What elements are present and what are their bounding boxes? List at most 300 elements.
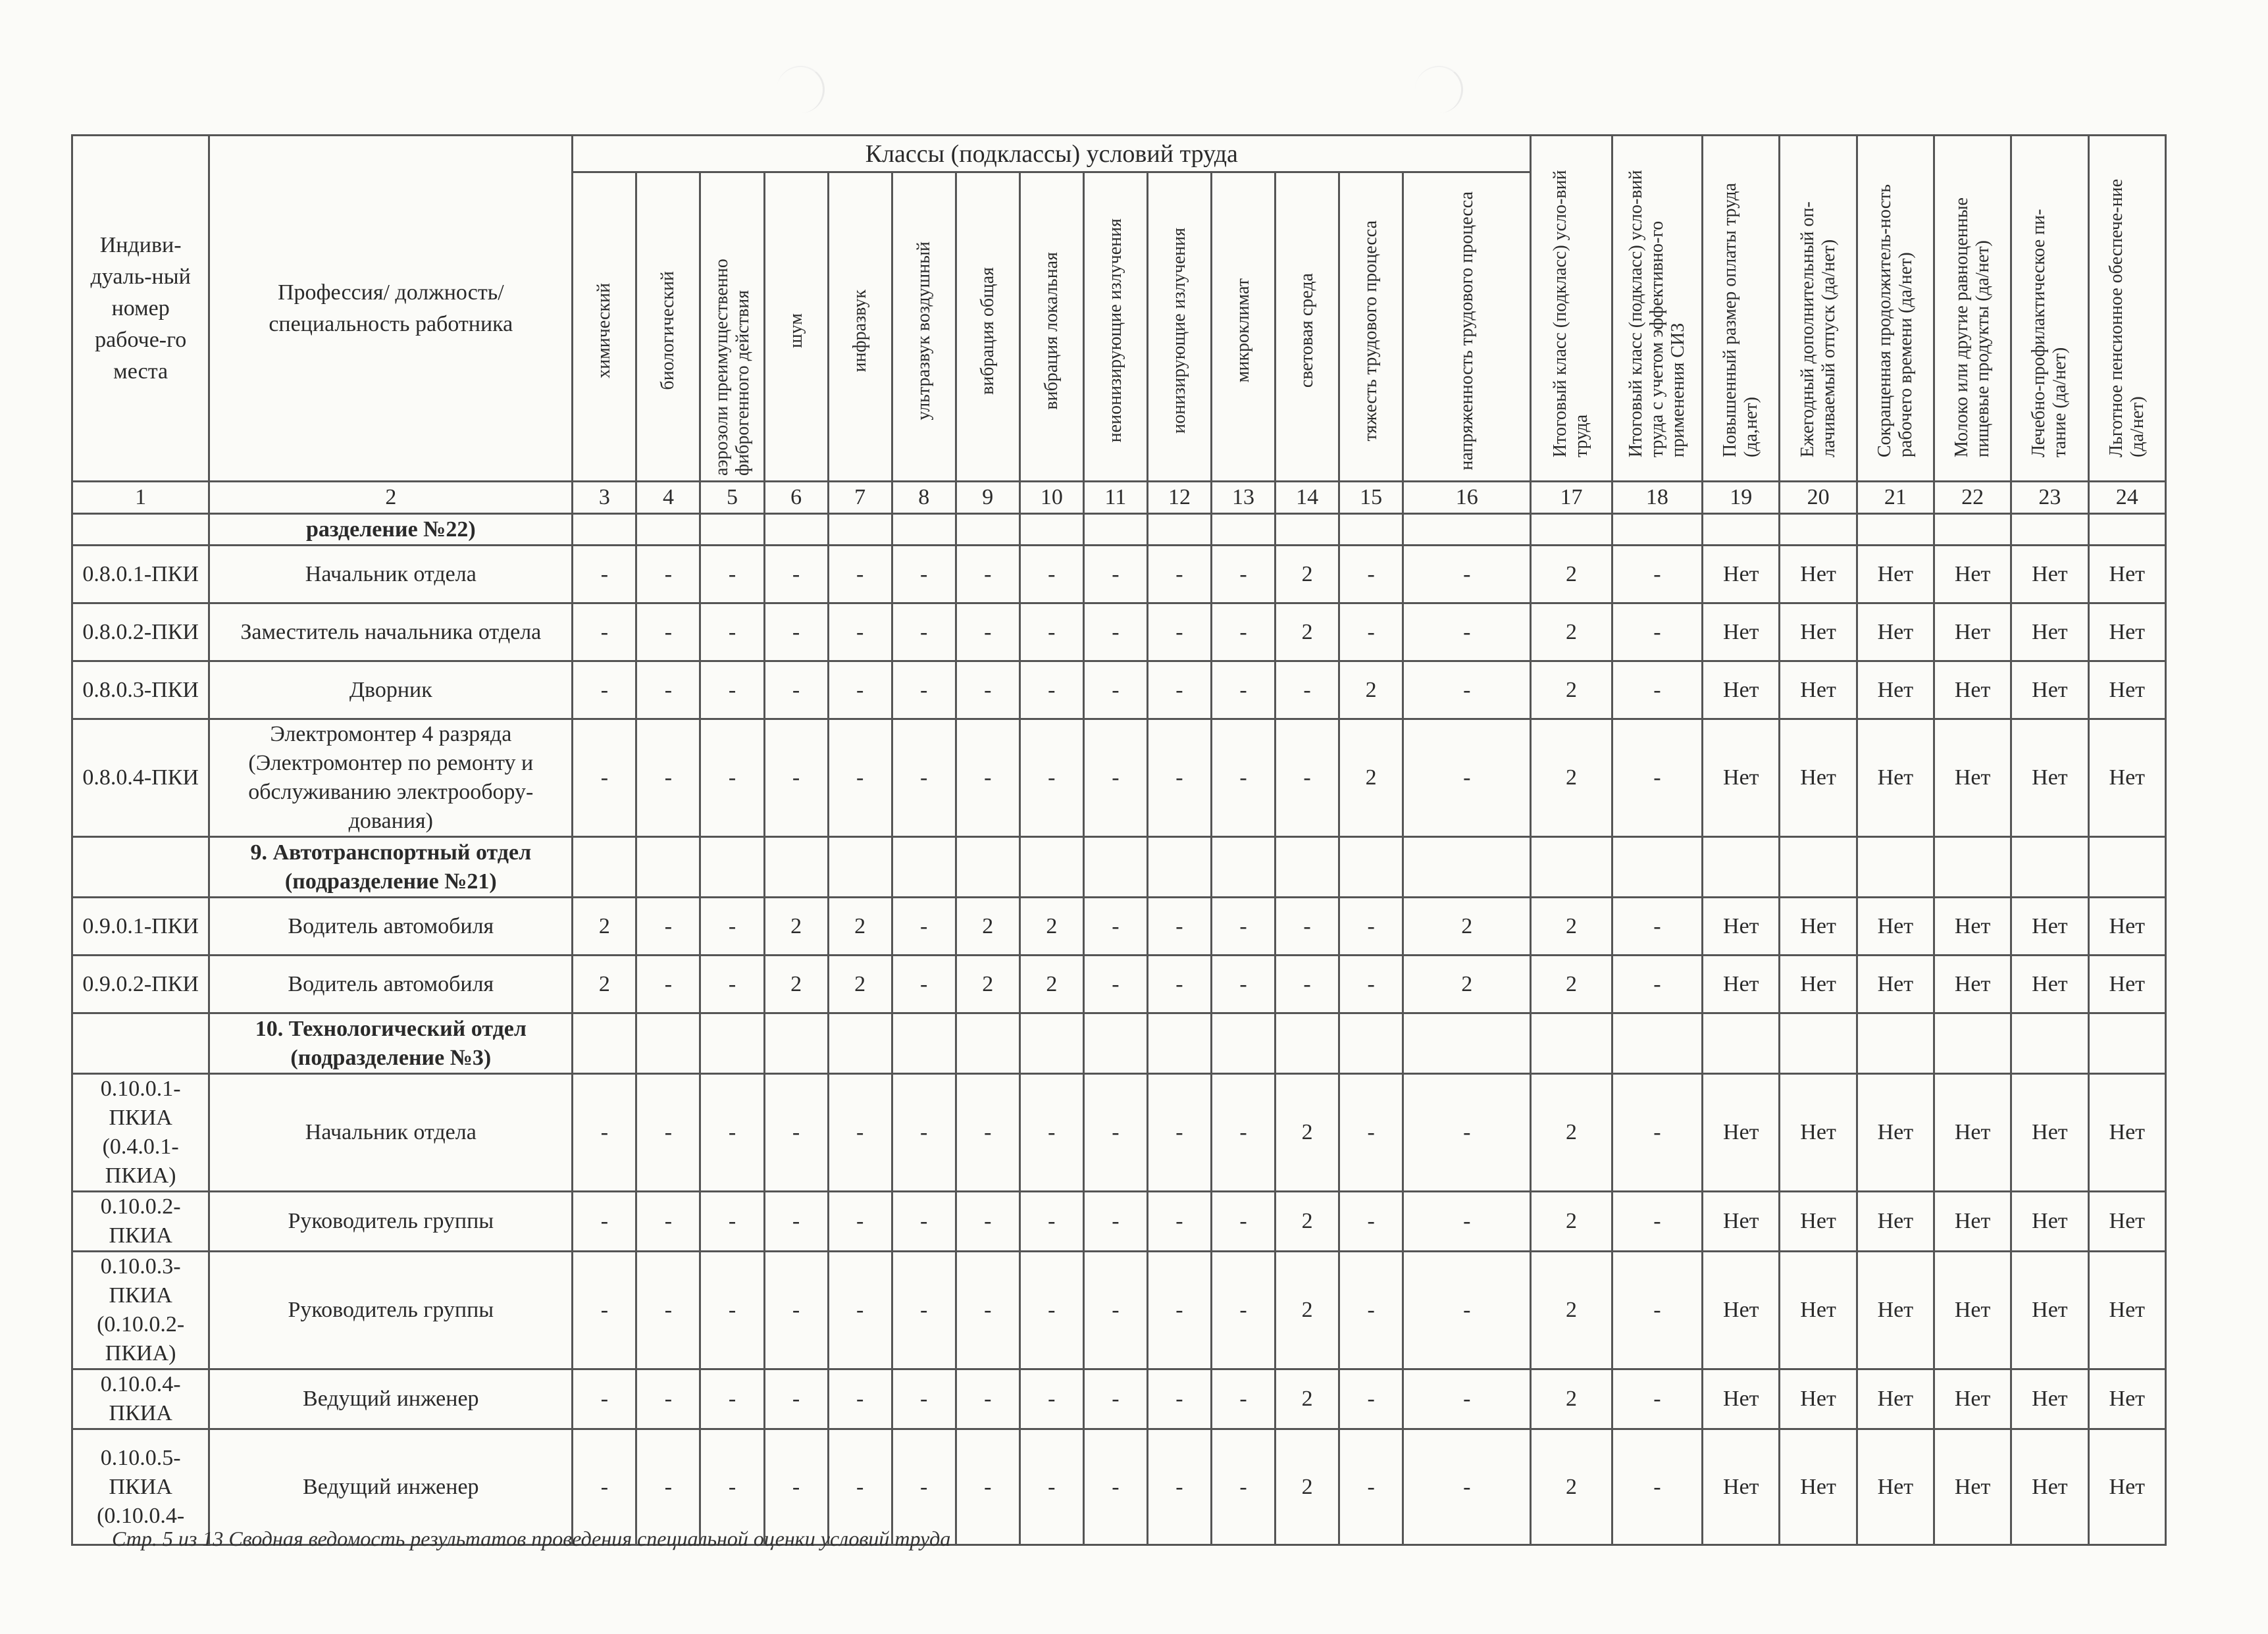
class-value: - bbox=[1612, 1252, 1703, 1369]
class-value: - bbox=[1211, 603, 1275, 661]
class-value: Нет bbox=[2088, 603, 2165, 661]
page-footer: Стр. 5 из 13 Сводная ведомость результатов проведения специальной оценки условий труда bbox=[112, 1527, 951, 1550]
workplace-number: 0.9.0.1-ПКИ bbox=[72, 898, 209, 956]
empty-cell bbox=[1612, 837, 1703, 898]
class-value: Нет bbox=[1857, 719, 1934, 837]
class-value: - bbox=[700, 661, 764, 719]
empty-cell bbox=[636, 837, 700, 898]
class-value: - bbox=[1339, 956, 1403, 1013]
class-value: - bbox=[1083, 1252, 1147, 1369]
empty-cell bbox=[1857, 1013, 1934, 1074]
empty-cell bbox=[1780, 1013, 1857, 1074]
class-value: - bbox=[764, 546, 828, 603]
class-value: - bbox=[1211, 898, 1275, 956]
empty-cell bbox=[2011, 1013, 2088, 1074]
empty-cell bbox=[1019, 514, 1083, 546]
class-value: Нет bbox=[1780, 1074, 1857, 1192]
class-value: - bbox=[700, 546, 764, 603]
header-workplace-number: Индиви-дуаль-ный номер рабоче-го места bbox=[72, 136, 209, 482]
class-value: - bbox=[892, 1192, 956, 1252]
class-value: - bbox=[700, 956, 764, 1013]
workplace-number: 0.8.0.2-ПКИ bbox=[72, 603, 209, 661]
empty-cell bbox=[1403, 837, 1531, 898]
profession-name: Ведущий инженер bbox=[209, 1429, 573, 1545]
header-factor: напряженность трудового процесса bbox=[1403, 172, 1531, 482]
class-value: Нет bbox=[1857, 1369, 1934, 1429]
class-value: - bbox=[956, 1192, 1019, 1252]
empty-cell bbox=[956, 1013, 1019, 1074]
profession-name: Водитель автомобиля bbox=[209, 956, 573, 1013]
class-value: - bbox=[1147, 603, 1211, 661]
column-number: 2 bbox=[209, 482, 573, 514]
header-factor: вибрация общая bbox=[956, 172, 1019, 482]
class-value: Нет bbox=[1703, 1252, 1780, 1369]
class-value: - bbox=[636, 1074, 700, 1192]
class-value: - bbox=[1019, 546, 1083, 603]
class-value: Нет bbox=[1857, 661, 1934, 719]
class-value: - bbox=[573, 603, 636, 661]
class-value: 2 bbox=[1019, 956, 1083, 1013]
class-value: - bbox=[636, 1192, 700, 1252]
empty-cell bbox=[700, 1013, 764, 1074]
empty-cell bbox=[1147, 837, 1211, 898]
class-value: - bbox=[764, 719, 828, 837]
empty-cell bbox=[1703, 1013, 1780, 1074]
empty-cell bbox=[1934, 1013, 2011, 1074]
class-value: - bbox=[700, 1429, 764, 1545]
class-value: 2 bbox=[573, 956, 636, 1013]
class-value: Нет bbox=[2011, 1369, 2088, 1429]
class-value: - bbox=[1612, 1369, 1703, 1429]
class-value: - bbox=[956, 603, 1019, 661]
table-row bbox=[72, 719, 2166, 837]
class-value: - bbox=[1147, 546, 1211, 603]
empty-cell bbox=[1339, 1013, 1403, 1074]
header-classes-group: Классы (подклассы) условий труда bbox=[573, 136, 1531, 172]
punch-hole-right bbox=[1415, 66, 1463, 113]
header-milk: Молоко или другие равноценные пищевые продукты (да/нет) bbox=[1934, 136, 2011, 482]
workplace-number: 0.8.0.4-ПКИ bbox=[72, 719, 209, 837]
class-value: - bbox=[764, 603, 828, 661]
empty-cell bbox=[892, 837, 956, 898]
profession-name: Начальник отдела bbox=[209, 1074, 573, 1192]
class-value: Нет bbox=[1780, 1429, 1857, 1545]
class-value: - bbox=[892, 1074, 956, 1192]
class-value: - bbox=[700, 603, 764, 661]
header-factor: вибрация локальная bbox=[1019, 172, 1083, 482]
empty-cell bbox=[1857, 514, 1934, 546]
table-row bbox=[72, 1369, 2166, 1429]
section-row bbox=[72, 1013, 2166, 1074]
header-factor: ионизирующие излучения bbox=[1147, 172, 1211, 482]
class-value: - bbox=[573, 1192, 636, 1252]
class-value: - bbox=[828, 719, 892, 837]
class-value: Нет bbox=[1780, 719, 1857, 837]
class-value: 2 bbox=[1276, 546, 1339, 603]
workplace-number: 0.10.0.5-ПКИА (0.10.0.4- bbox=[72, 1429, 209, 1545]
column-number: 17 bbox=[1531, 482, 1612, 514]
class-value: - bbox=[1147, 1252, 1211, 1369]
class-value: Нет bbox=[1703, 661, 1780, 719]
empty-cell bbox=[828, 514, 892, 546]
table-row bbox=[72, 956, 2166, 1013]
class-value: Нет bbox=[2011, 1429, 2088, 1545]
column-number: 20 bbox=[1780, 482, 1857, 514]
column-number: 23 bbox=[2011, 482, 2088, 514]
class-value: - bbox=[1083, 661, 1147, 719]
header-final-class: Итоговый класс (подкласс) усло-вий труда bbox=[1531, 136, 1612, 482]
class-value: - bbox=[573, 1429, 636, 1545]
profession-name: Заместитель начальника отдела bbox=[209, 603, 573, 661]
class-value: Нет bbox=[1934, 898, 2011, 956]
class-value: 2 bbox=[828, 898, 892, 956]
class-value: - bbox=[1211, 956, 1275, 1013]
class-value: 2 bbox=[1531, 1429, 1612, 1545]
class-value: Нет bbox=[1703, 956, 1780, 1013]
column-number: 5 bbox=[700, 482, 764, 514]
section-id-cell bbox=[72, 1013, 209, 1074]
class-value: - bbox=[1612, 719, 1703, 837]
table-row bbox=[72, 898, 2166, 956]
empty-cell bbox=[573, 514, 636, 546]
class-value: - bbox=[1083, 719, 1147, 837]
empty-cell bbox=[700, 514, 764, 546]
class-value: 2 bbox=[1276, 1252, 1339, 1369]
class-value: Нет bbox=[2011, 719, 2088, 837]
class-value: - bbox=[828, 1429, 892, 1545]
column-number: 4 bbox=[636, 482, 700, 514]
class-value: - bbox=[764, 1252, 828, 1369]
empty-cell bbox=[1339, 837, 1403, 898]
class-value: - bbox=[1612, 546, 1703, 603]
empty-cell bbox=[892, 514, 956, 546]
class-value: Нет bbox=[2088, 1192, 2165, 1252]
class-value: Нет bbox=[2088, 661, 2165, 719]
empty-cell bbox=[828, 1013, 892, 1074]
class-value: Нет bbox=[1703, 1192, 1780, 1252]
empty-cell bbox=[1276, 1013, 1339, 1074]
class-value: - bbox=[1083, 956, 1147, 1013]
class-value: Нет bbox=[1780, 898, 1857, 956]
class-value: - bbox=[956, 1369, 1019, 1429]
class-value: Нет bbox=[1703, 719, 1780, 837]
empty-cell bbox=[2088, 514, 2165, 546]
empty-cell bbox=[1083, 837, 1147, 898]
class-value: - bbox=[1211, 661, 1275, 719]
class-value: Нет bbox=[2088, 719, 2165, 837]
class-value: - bbox=[1339, 1252, 1403, 1369]
class-value: - bbox=[1019, 1429, 1083, 1545]
class-value: - bbox=[1147, 1192, 1211, 1252]
workplace-number: 0.10.0.3-ПКИА (0.10.0.2-ПКИА) bbox=[72, 1252, 209, 1369]
class-value: - bbox=[892, 1252, 956, 1369]
class-value: Нет bbox=[2088, 1074, 2165, 1192]
column-number: 18 bbox=[1612, 482, 1703, 514]
class-value: Нет bbox=[1703, 546, 1780, 603]
class-value: 2 bbox=[764, 956, 828, 1013]
class-value: 2 bbox=[1531, 719, 1612, 837]
empty-cell bbox=[1780, 514, 1857, 546]
column-number: 7 bbox=[828, 482, 892, 514]
class-value: - bbox=[1403, 661, 1531, 719]
class-value: - bbox=[1211, 1252, 1275, 1369]
column-number: 16 bbox=[1403, 482, 1531, 514]
empty-cell bbox=[1083, 1013, 1147, 1074]
header-increased-pay: Повышенный размер оплаты труда (да,нет) bbox=[1703, 136, 1780, 482]
class-value: Нет bbox=[2011, 898, 2088, 956]
class-value: Нет bbox=[1780, 1192, 1857, 1252]
class-value: Нет bbox=[1934, 603, 2011, 661]
empty-cell bbox=[1147, 1013, 1211, 1074]
class-value: - bbox=[1083, 1429, 1147, 1545]
class-value: 2 bbox=[1531, 898, 1612, 956]
header-reduced-hours: Сокращенная продолжитель-ность рабочего времени (да/нет) bbox=[1857, 136, 1934, 482]
empty-cell bbox=[1083, 514, 1147, 546]
class-value: - bbox=[956, 661, 1019, 719]
empty-cell bbox=[1934, 514, 2011, 546]
empty-cell bbox=[2011, 837, 2088, 898]
class-value: - bbox=[1019, 1074, 1083, 1192]
header-nutrition: Лечебно-профилактическое пи-тание (да/нет) bbox=[2011, 136, 2088, 482]
section-title: 10. Технологический отдел (подразделение №3) bbox=[209, 1013, 573, 1074]
class-value: - bbox=[1147, 1074, 1211, 1192]
class-value: Нет bbox=[2011, 1074, 2088, 1192]
empty-cell bbox=[1531, 1013, 1612, 1074]
class-value: - bbox=[573, 661, 636, 719]
class-value: - bbox=[1211, 1429, 1275, 1545]
column-number: 6 bbox=[764, 482, 828, 514]
section-id-cell bbox=[72, 837, 209, 898]
class-value: Нет bbox=[2011, 1192, 2088, 1252]
profession-name: Начальник отдела bbox=[209, 546, 573, 603]
class-value: - bbox=[828, 1369, 892, 1429]
class-value: 2 bbox=[764, 898, 828, 956]
class-value: Нет bbox=[1857, 1252, 1934, 1369]
empty-cell bbox=[1403, 1013, 1531, 1074]
class-value: - bbox=[700, 898, 764, 956]
class-value: 2 bbox=[1276, 1074, 1339, 1192]
class-value: 2 bbox=[1531, 1074, 1612, 1192]
class-value: 2 bbox=[1276, 1369, 1339, 1429]
section-row bbox=[72, 837, 2166, 898]
class-value: - bbox=[892, 1429, 956, 1545]
class-value: - bbox=[892, 719, 956, 837]
report-table bbox=[71, 134, 2167, 1546]
workplace-number: 0.9.0.2-ПКИ bbox=[72, 956, 209, 1013]
class-value: - bbox=[573, 1074, 636, 1192]
column-number: 10 bbox=[1019, 482, 1083, 514]
class-value: - bbox=[892, 1369, 956, 1429]
class-value: - bbox=[636, 956, 700, 1013]
column-number: 11 bbox=[1083, 482, 1147, 514]
profession-name: Руководитель группы bbox=[209, 1192, 573, 1252]
empty-cell bbox=[764, 514, 828, 546]
class-value: Нет bbox=[1857, 1074, 1934, 1192]
class-value: Нет bbox=[1934, 956, 2011, 1013]
empty-cell bbox=[1211, 837, 1275, 898]
class-value: - bbox=[1339, 1074, 1403, 1192]
class-value: Нет bbox=[2088, 1252, 2165, 1369]
class-value: - bbox=[956, 719, 1019, 837]
class-value: - bbox=[700, 719, 764, 837]
class-value: Нет bbox=[1934, 661, 2011, 719]
class-value: 2 bbox=[1403, 956, 1531, 1013]
class-value: Нет bbox=[1857, 546, 1934, 603]
class-value: 2 bbox=[1339, 661, 1403, 719]
class-value: 2 bbox=[1276, 603, 1339, 661]
class-value: - bbox=[1211, 719, 1275, 837]
empty-cell bbox=[1276, 837, 1339, 898]
class-value: - bbox=[1612, 603, 1703, 661]
section-row bbox=[72, 514, 2166, 546]
class-value: - bbox=[1339, 1369, 1403, 1429]
empty-cell bbox=[1019, 1013, 1083, 1074]
class-value: - bbox=[956, 1074, 1019, 1192]
class-value: - bbox=[1147, 661, 1211, 719]
header-extra-leave: Ежегодный дополнительный оп-лачиваемый отпуск (да/нет) bbox=[1780, 136, 1857, 482]
class-value: - bbox=[1612, 1192, 1703, 1252]
class-value: - bbox=[764, 661, 828, 719]
class-value: - bbox=[1612, 956, 1703, 1013]
empty-cell bbox=[1934, 837, 2011, 898]
class-value: - bbox=[828, 1192, 892, 1252]
profession-name: Водитель автомобиля bbox=[209, 898, 573, 956]
empty-cell bbox=[1403, 514, 1531, 546]
column-number: 8 bbox=[892, 482, 956, 514]
class-value: Нет bbox=[1934, 1192, 2011, 1252]
class-value: - bbox=[892, 956, 956, 1013]
header-factor: микроклимат bbox=[1211, 172, 1275, 482]
empty-cell bbox=[1019, 837, 1083, 898]
class-value: - bbox=[1612, 1429, 1703, 1545]
class-value: Нет bbox=[1780, 661, 1857, 719]
class-value: Нет bbox=[2011, 661, 2088, 719]
class-value: - bbox=[764, 1074, 828, 1192]
class-value: - bbox=[1403, 1429, 1531, 1545]
header-factor: световая среда bbox=[1276, 172, 1339, 482]
section-title: разделение №22) bbox=[209, 514, 573, 546]
empty-cell bbox=[1531, 837, 1612, 898]
class-value: - bbox=[1211, 1192, 1275, 1252]
class-value: - bbox=[1276, 719, 1339, 837]
column-number-row bbox=[72, 482, 2166, 514]
class-value: - bbox=[1019, 1252, 1083, 1369]
header-factor: неионизирующие излучения bbox=[1083, 172, 1147, 482]
empty-cell bbox=[956, 514, 1019, 546]
class-value: - bbox=[700, 1369, 764, 1429]
class-value: - bbox=[828, 603, 892, 661]
empty-cell bbox=[700, 837, 764, 898]
class-value: Нет bbox=[1857, 1192, 1934, 1252]
class-value: - bbox=[1147, 1369, 1211, 1429]
empty-cell bbox=[828, 837, 892, 898]
class-value: - bbox=[1083, 1369, 1147, 1429]
class-value: - bbox=[636, 898, 700, 956]
class-value: - bbox=[1403, 719, 1531, 837]
class-value: 2 bbox=[1531, 546, 1612, 603]
empty-cell bbox=[1211, 514, 1275, 546]
class-value: Нет bbox=[1934, 719, 2011, 837]
table-row bbox=[72, 603, 2166, 661]
table-row bbox=[72, 661, 2166, 719]
punch-hole-left bbox=[777, 66, 825, 113]
class-value: - bbox=[1147, 1429, 1211, 1545]
class-value: - bbox=[764, 1429, 828, 1545]
class-value: - bbox=[1083, 546, 1147, 603]
class-value: - bbox=[892, 898, 956, 956]
class-value: - bbox=[1019, 1192, 1083, 1252]
class-value: 2 bbox=[1531, 956, 1612, 1013]
class-value: - bbox=[1403, 1369, 1531, 1429]
class-value: - bbox=[1083, 1074, 1147, 1192]
class-value: Нет bbox=[2011, 956, 2088, 1013]
empty-cell bbox=[764, 837, 828, 898]
class-value: Нет bbox=[2011, 1252, 2088, 1369]
table-row bbox=[72, 1074, 2166, 1192]
header-factor: химический bbox=[573, 172, 636, 482]
class-value: - bbox=[1083, 603, 1147, 661]
class-value: - bbox=[1276, 661, 1339, 719]
class-value: 2 bbox=[1531, 1252, 1612, 1369]
class-value: Нет bbox=[1934, 1252, 2011, 1369]
class-value: - bbox=[1403, 1192, 1531, 1252]
header-factor: ультразвук воздушный bbox=[892, 172, 956, 482]
class-value: Нет bbox=[1934, 1429, 2011, 1545]
class-value: - bbox=[892, 546, 956, 603]
section-title: 9. Автотранспортный отдел (подразделение №21) bbox=[209, 837, 573, 898]
column-number: 21 bbox=[1857, 482, 1934, 514]
class-value: Нет bbox=[1857, 603, 1934, 661]
header-factor: аэрозоли преимущественно фиброгенного действия bbox=[700, 172, 764, 482]
class-value: - bbox=[956, 1429, 1019, 1545]
class-value: Нет bbox=[1934, 546, 2011, 603]
class-value: Нет bbox=[1780, 1252, 1857, 1369]
class-value: 2 bbox=[1276, 1429, 1339, 1545]
class-value: Нет bbox=[1703, 603, 1780, 661]
class-value: - bbox=[1276, 898, 1339, 956]
class-value: - bbox=[1612, 661, 1703, 719]
empty-cell bbox=[956, 837, 1019, 898]
header-factor: шум bbox=[764, 172, 828, 482]
column-number: 15 bbox=[1339, 482, 1403, 514]
workplace-number: 0.10.0.4-ПКИА bbox=[72, 1369, 209, 1429]
table-body bbox=[72, 482, 2166, 1545]
empty-cell bbox=[1531, 514, 1612, 546]
class-value: - bbox=[573, 1369, 636, 1429]
class-value: - bbox=[636, 1369, 700, 1429]
section-id-cell bbox=[72, 514, 209, 546]
class-value: - bbox=[700, 1252, 764, 1369]
empty-cell bbox=[1147, 514, 1211, 546]
class-value: Нет bbox=[1780, 546, 1857, 603]
header-pension: Льготное пенсионное обеспече-ние (да/нет) bbox=[2088, 136, 2165, 482]
column-number: 13 bbox=[1211, 482, 1275, 514]
class-value: - bbox=[636, 1252, 700, 1369]
class-value: - bbox=[636, 719, 700, 837]
class-value: - bbox=[1147, 956, 1211, 1013]
column-number: 12 bbox=[1147, 482, 1211, 514]
class-value: Нет bbox=[1703, 1429, 1780, 1545]
profession-name: Ведущий инженер bbox=[209, 1369, 573, 1429]
empty-cell bbox=[636, 1013, 700, 1074]
class-value: Нет bbox=[1703, 898, 1780, 956]
class-value: Нет bbox=[2011, 546, 2088, 603]
class-value: 2 bbox=[828, 956, 892, 1013]
class-value: Нет bbox=[1703, 1369, 1780, 1429]
class-value: - bbox=[1019, 603, 1083, 661]
empty-cell bbox=[573, 1013, 636, 1074]
class-value: - bbox=[1019, 719, 1083, 837]
